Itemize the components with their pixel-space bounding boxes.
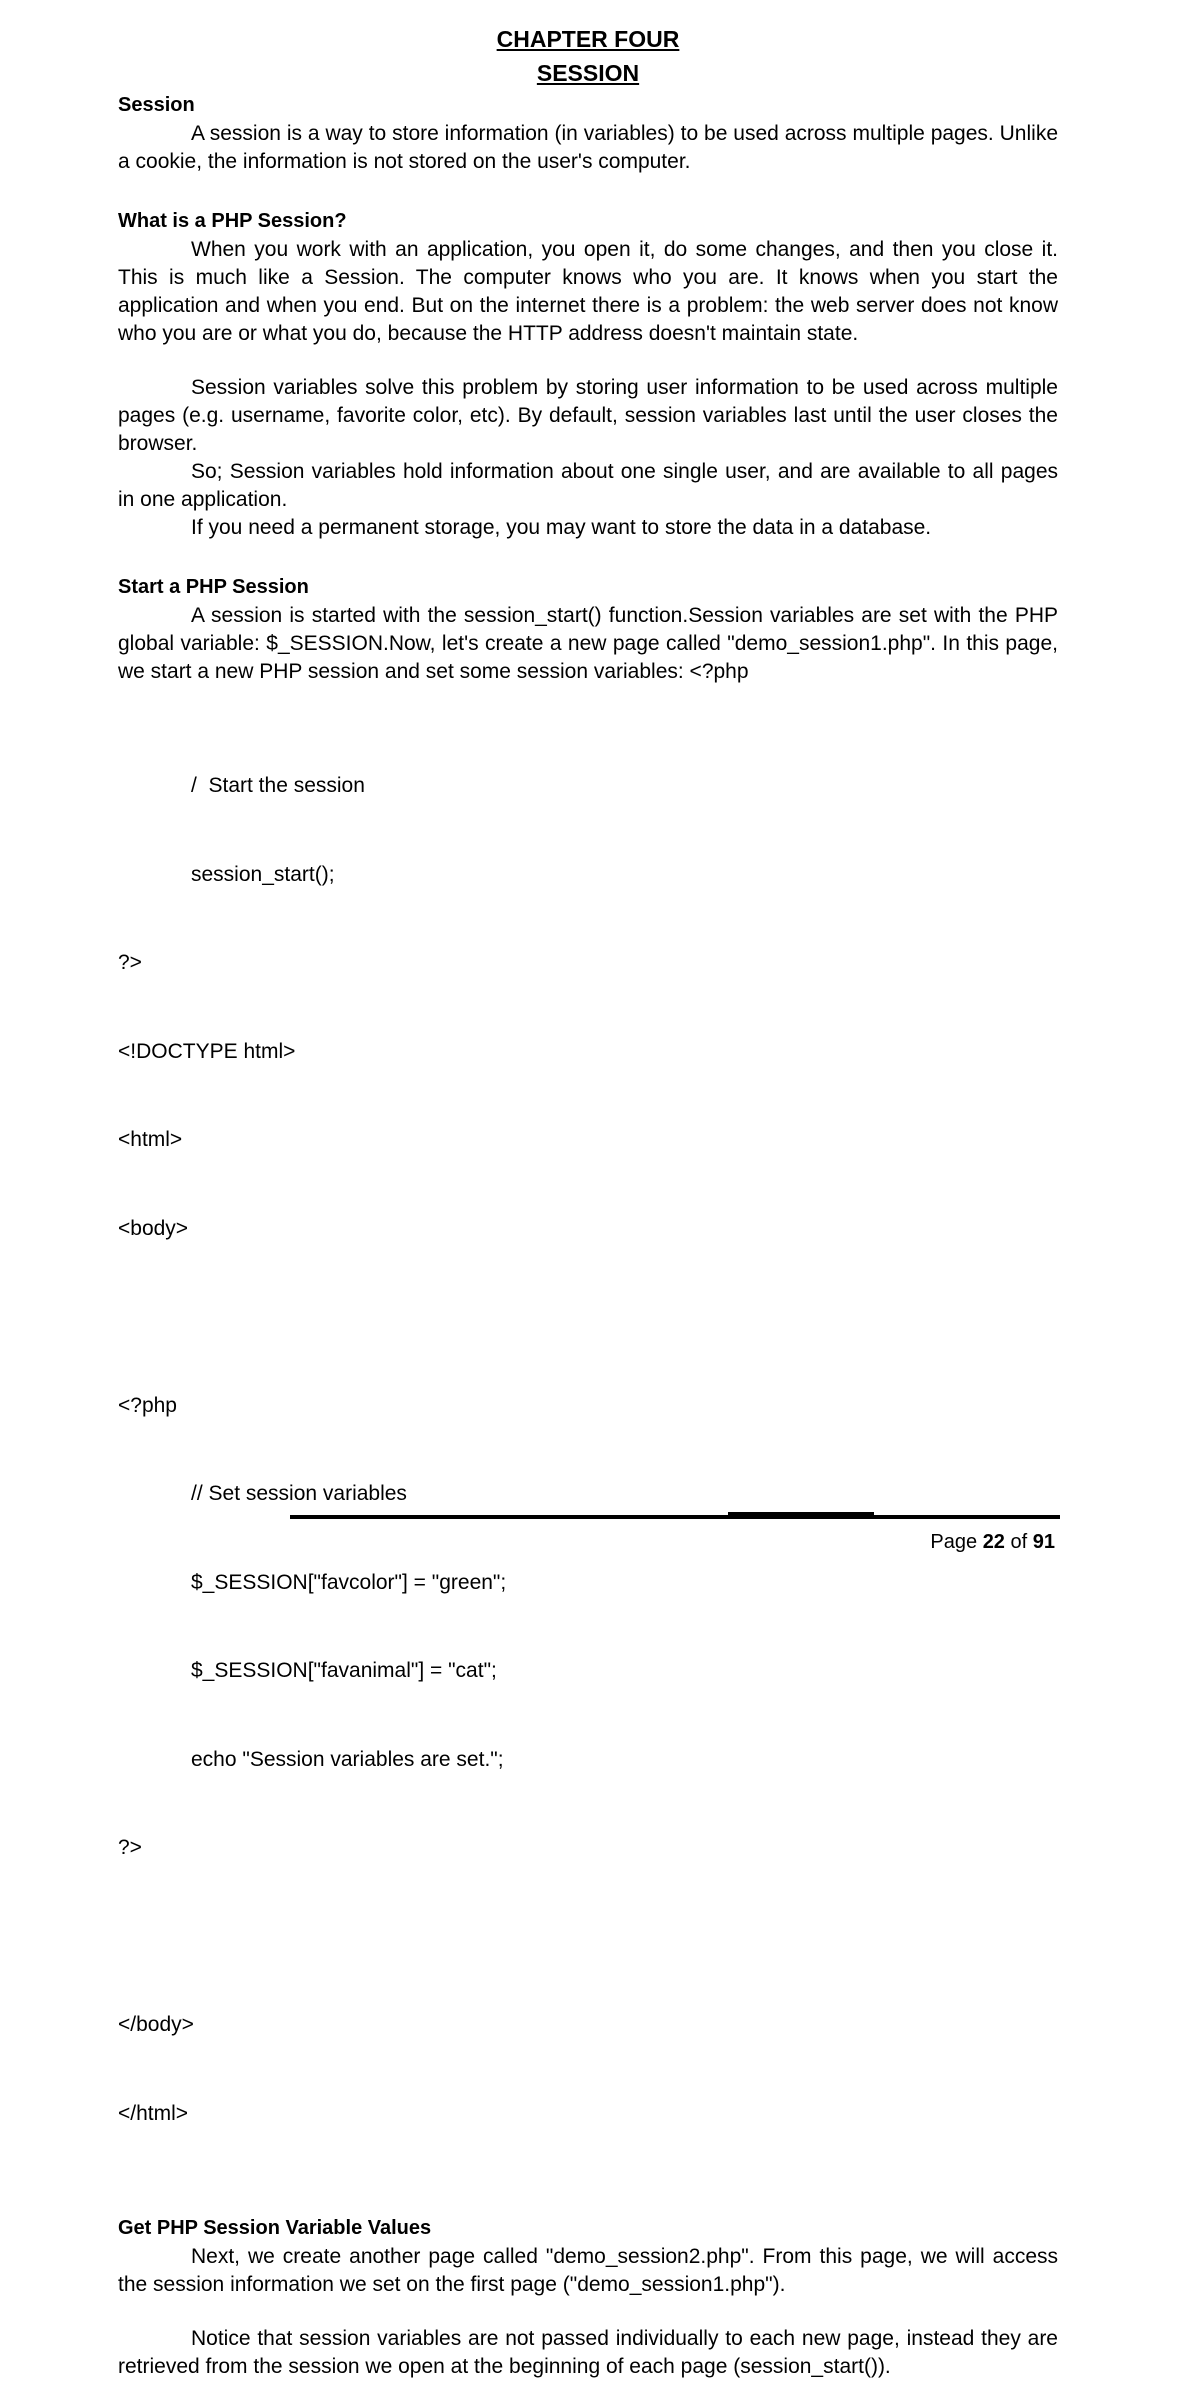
code-line: </html> bbox=[118, 2101, 189, 2125]
code-line: ?> bbox=[118, 951, 142, 974]
code-line: // Set session variables bbox=[191, 1482, 407, 1505]
code-line: ?> bbox=[118, 1836, 142, 1859]
chapter-subtitle: SESSION bbox=[536, 60, 640, 86]
document-page bbox=[118, 22, 1058, 2381]
page-number bbox=[900, 1528, 1055, 1556]
code-block bbox=[118, 712, 1058, 2187]
code-line: <?php bbox=[118, 1393, 177, 1417]
code-line: session_start(); bbox=[191, 862, 335, 886]
footer-divider-accent bbox=[728, 1512, 874, 1516]
code-line: $_SESSION["favcolor"] = "green"; bbox=[191, 1570, 507, 1594]
code-line: echo "Session variables are set."; bbox=[191, 1747, 504, 1771]
code-line: / Start the session bbox=[191, 774, 365, 797]
what-paragraph-1: When you work with an application, you open it, do some changes, and then you close it. This is much like a Session. The computer knows who you are. It knows when you start the application and when you end. But on the internet there is a problem: the web server does not know who you are or what you do, because the HTTP address doesn't maintain state. bbox=[118, 238, 1058, 345]
start-paragraph: A session is started with the session_start() function.Session variables are set with the PHP global variable: $_SESSION.Now, let's create a new page called "demo_session1.php". In this page, we start a new PHP session and set some session variables: <?php bbox=[118, 604, 1058, 683]
get-paragraph-2: Notice that session variables are not passed individually to each new page, instead they are retrieved from the session we open at the beginning of each page (session_start()). bbox=[118, 2327, 1058, 2378]
heading-get-session-values: Get PHP Session Variable Values bbox=[118, 2217, 432, 2239]
page-label: Page bbox=[930, 1531, 978, 1553]
heading-start-php-session: Start a PHP Session bbox=[118, 576, 309, 598]
what-paragraph-4: If you need a permanent storage, you may want to store the data in a database. bbox=[191, 516, 932, 539]
code-line: $_SESSION["favanimal"] = "cat"; bbox=[191, 1659, 497, 1682]
heading-session: Session bbox=[118, 94, 195, 116]
code-line-blank bbox=[118, 1302, 1058, 1332]
what-paragraph-2: Session variables solve this problem by storing user information to be used across multiple pages (e.g. username, favorite color, etc). By default, session variables last until the user closes the browser. bbox=[118, 376, 1058, 455]
what-paragraph-3: So; Session variables hold information about one single user, and are available to all pages in one application. bbox=[118, 460, 1058, 511]
page-total: 91 bbox=[1032, 1531, 1055, 1553]
chapter-title: CHAPTER FOUR bbox=[496, 26, 680, 52]
code-line: </body> bbox=[118, 2013, 194, 2036]
page-current: 22 bbox=[982, 1531, 1005, 1553]
page-of: of bbox=[1010, 1531, 1028, 1553]
code-line-blank bbox=[118, 1922, 1058, 1952]
code-line: <!DOCTYPE html> bbox=[118, 1039, 296, 1063]
footer-divider bbox=[290, 1515, 1060, 1519]
get-paragraph-1: Next, we create another page called "demo_session2.php". From this page, we will access the session information we set on the first page ("demo_session1.php"). bbox=[118, 2245, 1058, 2296]
code-line: <html> bbox=[118, 1128, 183, 1151]
code-line: <body> bbox=[118, 1216, 189, 1240]
session-paragraph: A session is a way to store information (in variables) to be used across multiple pages. Unlike a cookie, the information is not stored on the user's computer. bbox=[118, 122, 1058, 173]
heading-what-is-php-session: What is a PHP Session? bbox=[118, 210, 347, 232]
